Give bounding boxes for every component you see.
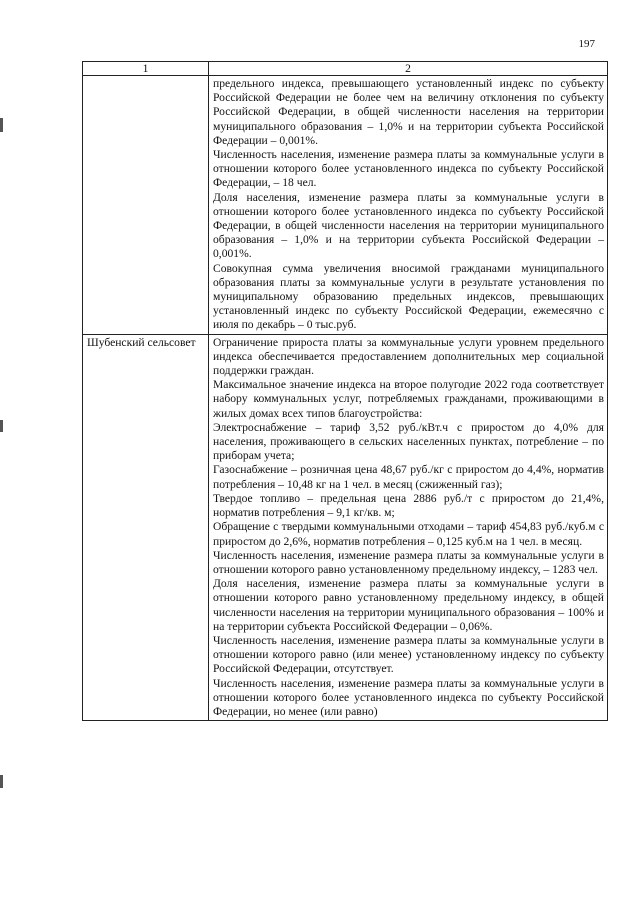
page-number: 197: [578, 38, 595, 50]
document-table: [82, 61, 608, 721]
paragraph: предельного индекса, превышающего установленный индекс по субъекту Российской Федерации не более чем на величину отклонения по субъекту Российской Федерации, в общей численности населения на территории муниципального образования – 1,0% и на территории субъекта Российской Федерации – 0,001%.: [213, 77, 604, 147]
paragraph: Доля населения, изменение размера платы за коммунальные услуги в отношении которого более установленного индекса по субъекту Российской Федерации, в общей численности населения на территории муниципального образования – 1,0% и на территории субъекта Российской Федерации – 0,001%.: [213, 190, 604, 261]
scan-mark: [0, 118, 3, 132]
description-cell: [209, 334, 608, 720]
paragraph: Максимальное значение индекса на второе полугодие 2022 года соответствует набору коммунальных услуг, потребляемых гражданами, проживающими в жилых домах всех типов благоустройства:: [213, 378, 604, 420]
paragraph: Твердое топливо – предельная цена 2886 руб./т с приростом до 21,4%, норматив потребления – 9,1 кг/кв. м;: [213, 491, 604, 520]
paragraph: Газоснабжение – розничная цена 48,67 руб./кг с приростом до 4,4%, норматив потребления – 10,48 кг на 1 чел. в месяц (сжиженный газ);: [213, 463, 604, 491]
column-1-header: 1: [83, 62, 209, 76]
municipality-name-cell: Шубенский сельсовет: [83, 334, 209, 720]
description-cell: [209, 76, 608, 335]
paragraph: Обращение с твердыми коммунальными отходами – тариф 454,83 руб./куб.м с приростом до 2,6%, норматив потребления – 0,125 куб.м на 1 чел. в месяц.: [213, 520, 604, 548]
paragraph: Численность населения, изменение размера платы за коммунальные услуги в отношении которого равно установленному предельному индексу, – 1283 чел.: [213, 548, 604, 576]
paragraph: Численность населения, изменение размера платы за коммунальные услуги в отношении которого более установленного индекса по субъекту Российской Федерации, – 18 чел.: [213, 148, 604, 190]
table-row: [83, 76, 608, 335]
paragraph: Совокупная сумма увеличения вносимой гражданами муниципального образования платы за коммунальные услуги в результате установления по муниципальному образованию предельных индексов, превышающих установленный индекс по субъекту Российской Федерации, ежемесячно с июля по декабрь – 0 тыс.руб.: [213, 261, 604, 332]
paragraph: Ограничение прироста платы за коммунальные услуги уровнем предельного индекса обеспечивается предоставлением дополнительных мер социальной поддержки граждан.: [213, 335, 604, 378]
table-row: [83, 334, 608, 720]
scan-mark: [0, 775, 3, 788]
municipality-name-cell: [83, 76, 209, 335]
paragraph: Численность населения, изменение размера платы за коммунальные услуги в отношении которого равно (или менее) установленному индексу по субъекту Российской Федерации, отсутствует.: [213, 633, 604, 676]
scan-mark: [0, 420, 3, 432]
paragraph: Численность населения, изменение размера платы за коммунальные услуги в отношении которого более установленного индекса по субъекту Российской Федерации, но менее (или равно): [213, 676, 604, 718]
column-2-header: 2: [209, 62, 608, 76]
paragraph: Доля населения, изменение размера платы за коммунальные услуги в отношении которого равно установленному предельному индексу, в общей численности населения на территории муниципального образования – 100% и на территории субъекта Российской Федерации – 0,06%.: [213, 577, 604, 633]
table-header-row: [83, 62, 608, 76]
paragraph: Электроснабжение – тариф 3,52 руб./кВт.ч с приростом до 4,0% для населения, проживающего в сельских населенных пунктах, потребление – по приборам учета;: [213, 420, 604, 463]
